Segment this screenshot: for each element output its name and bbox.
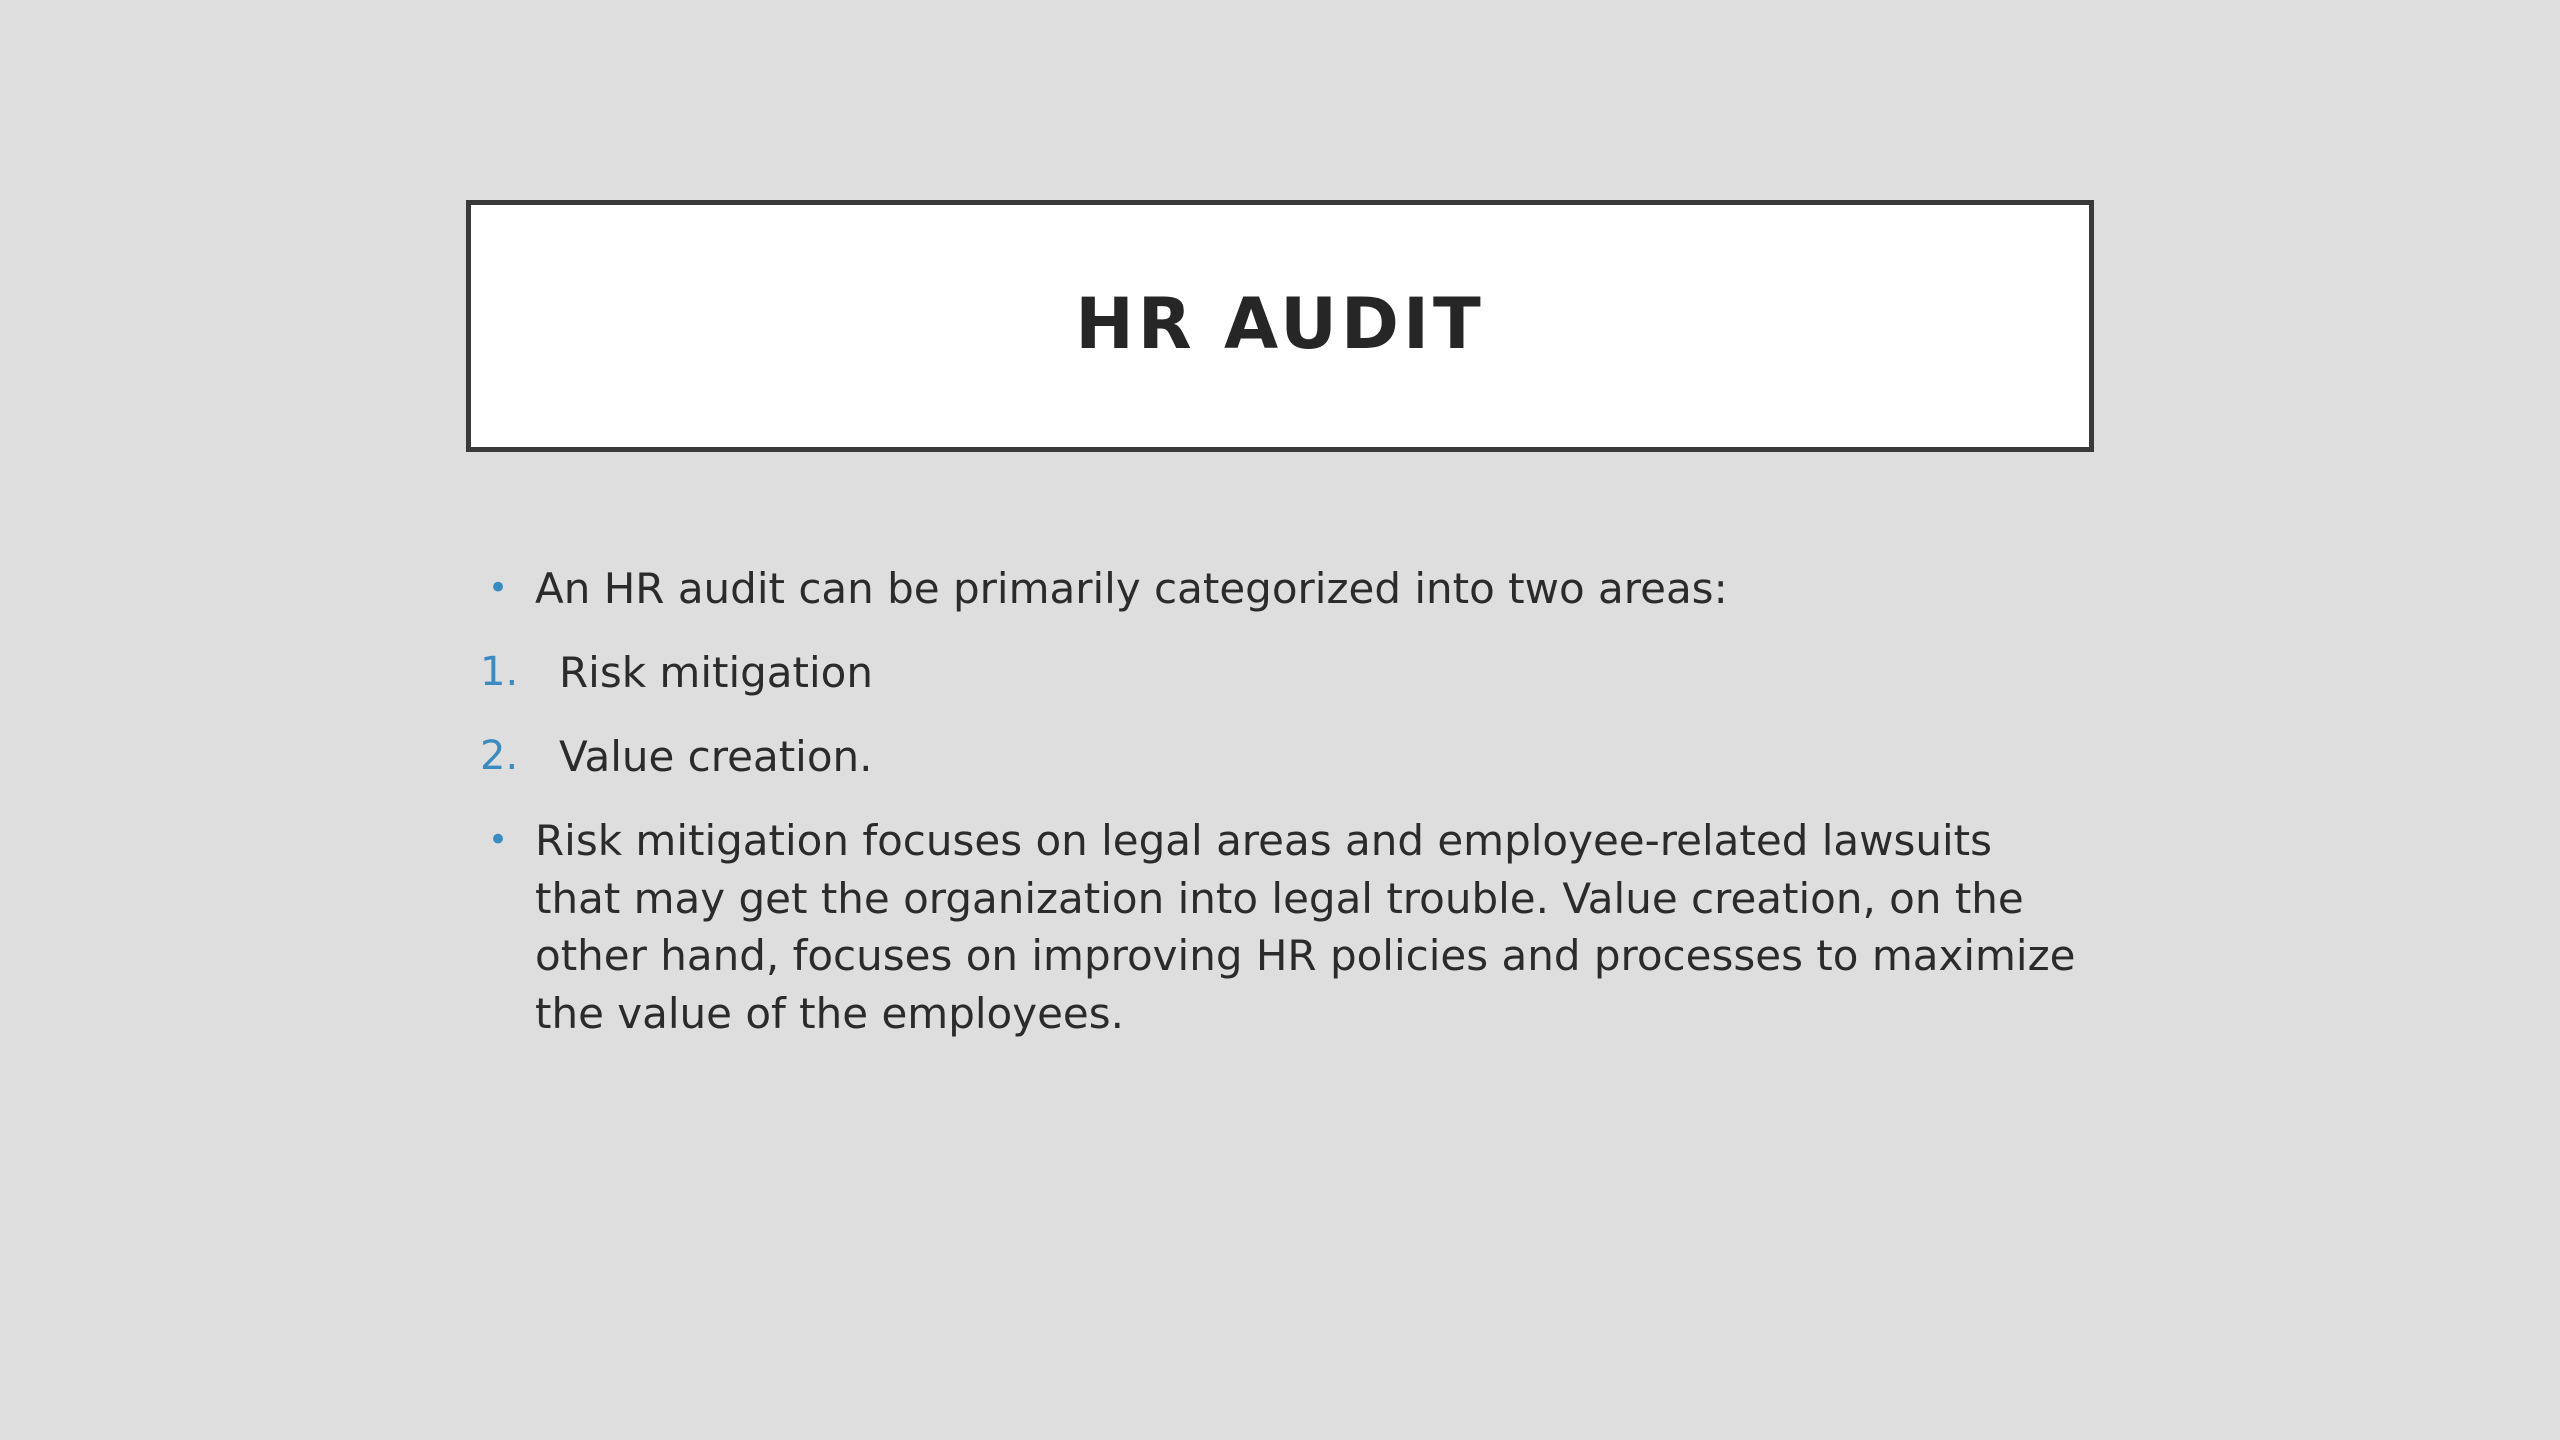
bullet-marker: • [488,820,509,860]
list-item-text: An HR audit can be primarily categorized into two areas: [535,564,1728,613]
list-item [480,644,2080,701]
list-item [480,812,2080,1042]
bullet-marker: • [488,568,509,608]
list-item-text: Value creation. [559,732,873,781]
number-marker: 1. [480,649,519,695]
list-item [480,728,2080,785]
list-item-text: Risk mitigation [559,648,873,697]
slide-title: HR AUDIT [1075,283,1485,365]
list-item-text: Risk mitigation focuses on legal areas and employee-related lawsuits that may get the organization into legal trouble. Value creation, on the other hand, focuses on improving HR policies and processes to maximize the value of the employees. [535,816,2076,1038]
list-item [480,560,2080,617]
slide-content [480,560,2080,1069]
number-marker: 2. [480,733,519,779]
title-box [466,200,2094,452]
